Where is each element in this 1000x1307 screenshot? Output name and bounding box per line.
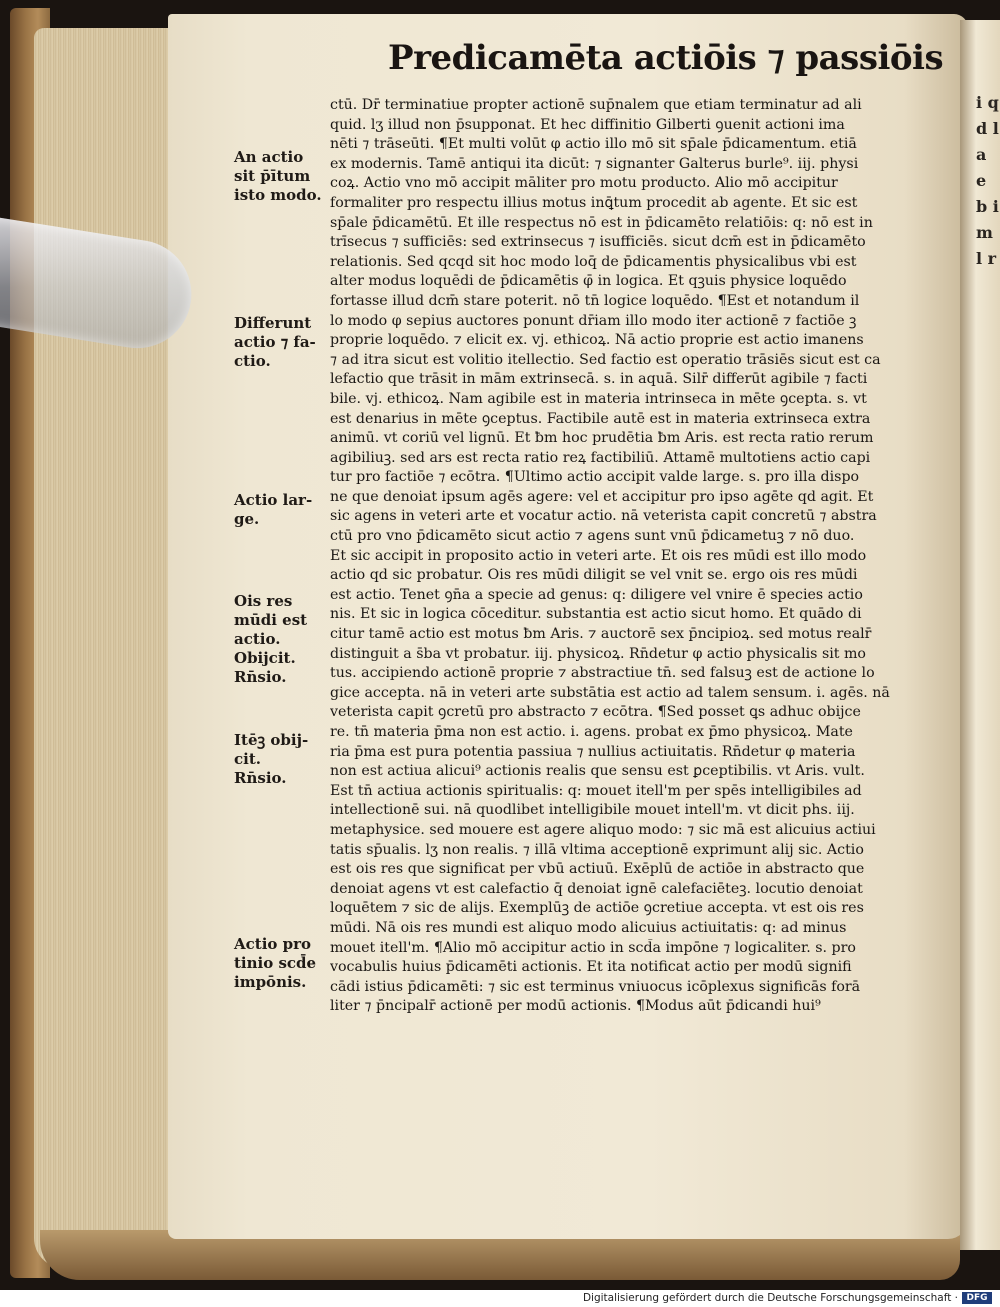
marginal-note <box>234 592 326 687</box>
page-stack-edges <box>34 28 184 1268</box>
marginal-note-line: Rn̄sio. <box>234 769 287 787</box>
marginal-note <box>234 935 326 992</box>
page-heading: Predicamēta actiōis ⁊ passiōis <box>388 38 944 78</box>
marginal-note-line: actio ⁊ fa- <box>234 333 316 351</box>
text-line: lo modo φ sepius auctores ponunt dr̄iam illo modo iter actionē ⁊ factiōe ꝫ <box>330 312 857 329</box>
footer-bar <box>0 1290 1000 1307</box>
text-line: ctū pro vno p̄dicamēto sicut actio ⁊ agens sunt vnū p̄dicametuꝫ ⁊ nō duo. <box>330 528 855 545</box>
text-line: sic agens in veteri arte et vocatur actio. nā veterista capit concretū ⁊ abstra <box>330 508 877 525</box>
next-page-glyphs: i q d l a e b i m l r <box>976 93 999 268</box>
text-line: actio qd sic probatur. Ois res mūdi diligit se vel vnit se. ergo ois res mūdi <box>330 567 858 584</box>
text-line: ria p̄ma est pura potentia passiua ⁊ nullius actiuitatis. Rn̄detur φ materia <box>330 743 856 760</box>
text-line: est ois res que significat per vbū actiuū. Exēplū de actiōe in abstracto que <box>330 861 865 878</box>
text-line: trīsecus ⁊ sufficiēs: sed extrinsecus ⁊ isufficiēs. sicut dcm̄ est in p̄dicamēto <box>330 234 866 251</box>
text-line: loquētem ⁊ sic de alijs. Exemplūꝫ de actiōe ꝯcretiue accepta. vt est ois res <box>330 900 864 917</box>
text-line: sp̄ale p̄dicamētū. Et ille respectus nō est in p̄dicamēto relatiōis: q: nō est in <box>330 214 873 231</box>
marginal-note-line: Actio pro <box>234 935 312 953</box>
marginal-note-line: isto modo. <box>234 186 322 204</box>
text-line: est actio. Tenet ꝯn̄a a specie ad genus: q: diligere vel vnire ē species actio <box>330 586 863 603</box>
marginal-note-line: Differunt <box>234 314 312 332</box>
marginal-note-line: An actio <box>234 148 304 166</box>
text-line: tur pro factiōe ⁊ ecōtra. ¶Ultimo actio accipit valde large. s. pro illa dispo <box>330 469 860 486</box>
marginal-note-line: ge. <box>234 510 260 528</box>
text-line: mouet itell'm. ¶Alio mō accipitur actio in scd̄a impōne ⁊ logicaliter. s. pro <box>330 939 856 956</box>
text-line: fortasse illud dcm̄ stare poterit. nō tn̄ logice loquēdo. ¶Est et notandum il <box>330 292 860 309</box>
marginal-note <box>234 491 326 529</box>
text-line: Et sic accipit in proposito actio in veteri arte. Et ois res mūdi est illo modo <box>330 547 867 564</box>
text-line: distinguit a s̄ba vt probatur. iij. physicoꝝ. Rn̄detur φ actio physicalis sit mo <box>330 645 866 662</box>
marginal-note-line: ctio. <box>234 352 271 370</box>
text-line: re. tn̄ materia p̄ma non est actio. i. agens. probat ex p̄mo physicoꝝ. Mate <box>330 724 853 740</box>
body-text-column <box>330 96 930 1017</box>
text-line: mūdi. Nā ois res mundi est aliquo modo alicuius actiuitatis: q: ad minus <box>330 919 847 936</box>
marginal-note <box>234 731 326 788</box>
text-line: relationis. Sed qcqd sit hoc modo loq̄ de p̄dicamentis physicalibus vbi est <box>330 253 857 270</box>
text-line: coꝝ. Actio vno mō accipit māliter pro motu producto. Alio mō accipitur <box>330 175 838 192</box>
text-line: ctū. Dr̄ terminatiue propter actionē sup̄nalem que etiam terminatur ad ali <box>330 97 862 113</box>
marginal-note-line: Obijcit. <box>234 649 296 667</box>
text-line: est denarius in mēte ꝯceptus. Factibile autē est in materia extrinseca extra <box>330 410 871 427</box>
marginal-note-line: sit p̄ītum <box>234 167 311 185</box>
text-line: lefactio que trāsit in mām extrinsecā. s. in aquā. Silr̄ differūt agibile ⁊ facti <box>330 371 868 388</box>
text-line: non est actiua alicui⁹ actionis realis que sensu est ꝑceptibilis. vt Aris. vult. <box>330 763 865 780</box>
text-line: citur tamē actio est motus ƀm Aris. ⁊ auctorē sex p̄ncipioꝝ. sed motus realr̄ <box>330 626 872 643</box>
text-line: animū. vt coriū vel lignū. Et ƀm hoc prudētia ƀm Aris. est recta ratio rerum <box>330 430 874 447</box>
text-line: agibiliuꝫ. sed ars est recta ratio reꝝ factibiliū. Attamē multotiens actio capi <box>330 449 871 466</box>
text-line: ne que denoiat ipsum agēs agere: vel et accipitur pro ipso agēte qd agit. Et <box>330 488 874 505</box>
footer-credit: Digitalisierung gefördert durch die Deutsche Forschungsgemeinschaft · <box>582 1292 958 1304</box>
marginal-note-line: impōnis. <box>234 973 307 991</box>
text-line: gice accepta. nā in veteri arte substātia est actio ad talem sensum. i. agēs. nā <box>330 684 890 701</box>
text-line: cādi istius p̄dicamēti: ⁊ sic est terminus vniuocus icōplexus significās forā <box>330 978 861 995</box>
text-line: nēti ⁊ trāseūti. ¶Et multi volūt φ actio illo mō sit sp̄ale p̄dicamentum. etiā <box>330 136 857 153</box>
text-line: tus. accipiendo actionē proprie ⁊ abstractiue tn̄. sed falsuꝫ est de actione lo <box>330 665 875 682</box>
text-line: metaphysice. sed mouere est agere aliquo modo: ⁊ sic mā est alicuius actiui <box>330 821 876 838</box>
text-line: vocabulis huius p̄dicamēti actionis. Et ita notificat actio per modū signifi <box>330 959 852 976</box>
marginal-note-line: mūdi est <box>234 611 308 629</box>
marginal-note-line: Itēꝫ obij- <box>234 731 309 749</box>
text-line: alter modus loquēdi de p̄dicamētis φ̄ in logica. Et qꝫuis physice loquēdo <box>330 273 847 290</box>
marginal-note-line: Ois res <box>234 592 293 610</box>
text-line: bile. vj. ethicoꝝ. Nam agibile est in materia intrinseca in mēte ꝯcepta. s. vt <box>330 390 867 407</box>
text-line: tatis sp̄ualis. lʒ non realis. ⁊ illā vltima acceptionē exprimunt alij sic. Actio <box>330 841 864 858</box>
text-line: intellectionē sui. nā quodlibet intelligibile mouet intell'm. vt dicit phs. iij. <box>330 802 855 819</box>
marginal-note <box>234 148 326 205</box>
marginal-note-line: Actio lar- <box>234 491 313 509</box>
text-line: nis. Et sic in logica cōceditur. substantia est actio sicut homo. Et quādo di <box>330 606 862 623</box>
dfg-logo: DFG <box>962 1292 992 1304</box>
text-line: Est tn̄ actiua actionis spiritualis: q: mouet itell'm per spēs intelligibiles ad <box>330 782 862 799</box>
text-line: proprie loquēdo. ⁊ elicit ex. vj. ethicoꝝ. Nā actio proprie est actio imanens <box>330 332 864 349</box>
text-line: quid. lʒ illud non p̄supponat. Et hec diffinitio Gilberti ꝯuenit actioni ima <box>330 116 845 133</box>
marginal-note <box>234 314 326 371</box>
marginal-note-line: cit. <box>234 750 261 768</box>
marginal-note-line: Rn̄sio. <box>234 668 287 686</box>
text-line: liter ⁊ p̄ncipalr̄ actionē per modū actionis. ¶Modus aūt p̄dicandi hui⁹ <box>330 998 821 1015</box>
text-line: ⁊ ad itra sicut est volitio itellectio. Sed factio est operatio trāsiēs sicut est ca <box>330 351 881 368</box>
text-line: veterista capit ꝯcretū pro abstracto ⁊ ecōtra. ¶Sed posset ꝗs adhuc obijce <box>330 704 861 721</box>
text-line: formaliter pro respectu illius motus inꝗ̄tum procedit ab agente. Et sic est <box>330 194 858 211</box>
text-line: ex modernis. Tamē antiqui ita dicūt: ⁊ signanter Galterus burle⁹. iij. physi <box>330 155 859 172</box>
text-line: denoiat agens vt est calefactio q̄ denoiat ignē calefaciēteꝫ. locutio denoiat <box>330 880 863 897</box>
marginal-note-line: actio. <box>234 630 281 648</box>
marginal-note-line: tinio scd̄e <box>234 954 317 972</box>
